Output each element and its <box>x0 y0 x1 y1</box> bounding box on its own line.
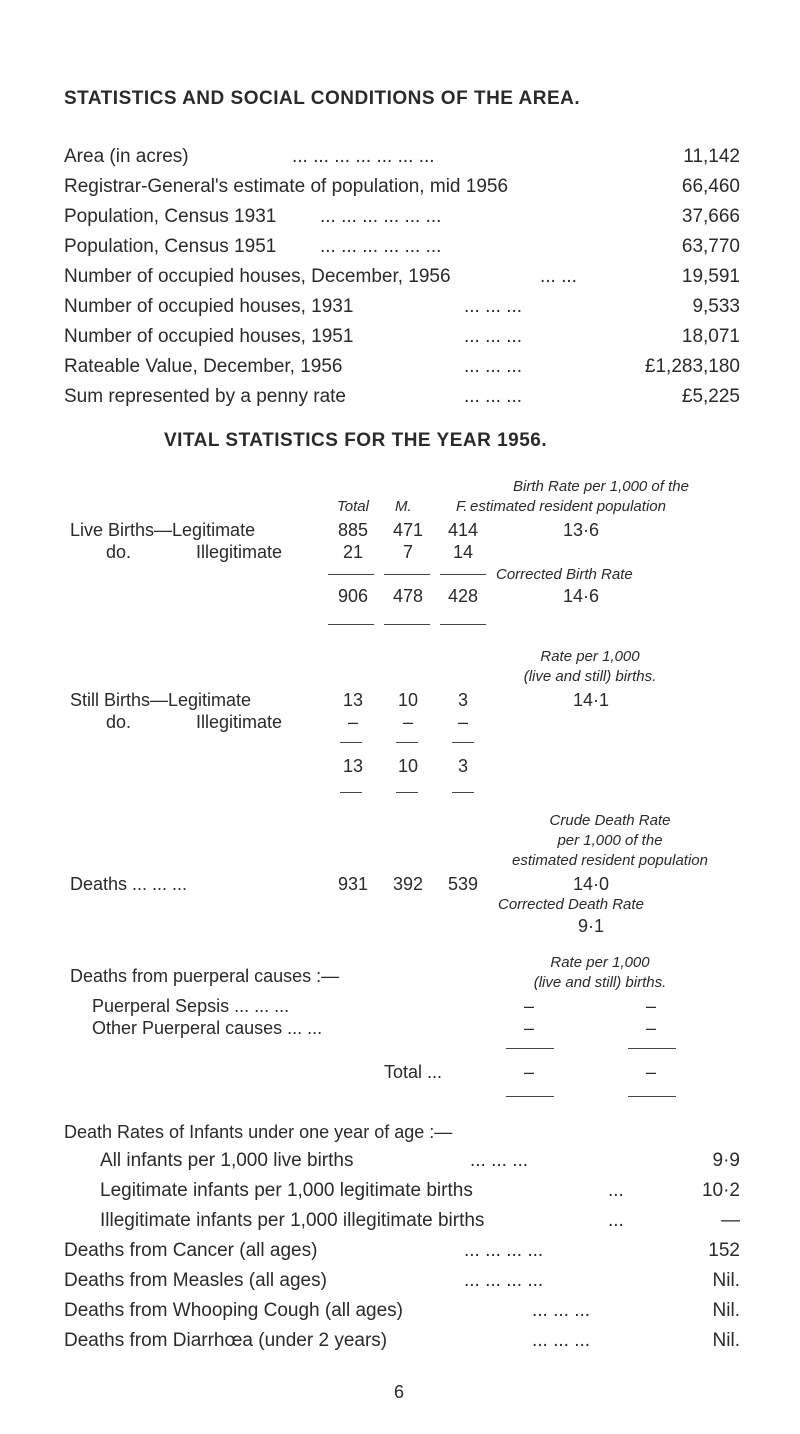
cell-total: 906 <box>337 586 369 606</box>
stat-value: 18,071 <box>681 326 740 347</box>
cell-total: 885 <box>337 520 369 540</box>
birth-rate-header-2: estimated resident population <box>470 498 666 515</box>
death-rate-header: Crude Death Rate <box>549 812 671 829</box>
col-header-total: Total <box>337 498 369 515</box>
stat-value: 9,533 <box>692 296 740 317</box>
rule <box>452 792 474 793</box>
cell-f: 3 <box>457 756 468 776</box>
col-header-m: M. <box>395 498 412 515</box>
infant-label: Illegitimate infants per 1,000 illegitimate births <box>100 1210 485 1231</box>
leader-dots: ... ... ... ... ... ... ... <box>292 146 435 167</box>
stat-row <box>64 326 740 350</box>
stat-label: Area (in acres) <box>64 146 189 167</box>
leader-dots: ... ... ... ... ... ... <box>320 236 442 257</box>
leader-dots: ... <box>608 1180 624 1201</box>
leader-dots: ... ... ... <box>470 1150 529 1171</box>
stat-label: Number of occupied houses, 1931 <box>64 296 354 317</box>
stat-value: 66,460 <box>681 176 740 197</box>
rule <box>452 742 474 743</box>
leader-dots: ... ... ... <box>464 326 523 347</box>
other-death-row <box>64 1240 740 1264</box>
stat-value: 63,770 <box>681 236 740 257</box>
rule <box>396 792 418 793</box>
other-death-label: Deaths from Whooping Cough (all ages) <box>64 1300 404 1321</box>
leader-dots: ... ... ... ... ... ... <box>320 206 442 227</box>
leader-dots: ... ... <box>540 266 577 287</box>
stat-label: Sum represented by a penny rate <box>64 386 347 407</box>
page-title: STATISTICS AND SOCIAL CONDITIONS OF THE AREA. <box>64 88 581 109</box>
infant-row <box>100 1150 740 1174</box>
stat-row <box>64 236 740 260</box>
rule <box>506 1096 554 1097</box>
other-death-value: Nil. <box>712 1270 740 1291</box>
infant-value: 9·9 <box>712 1150 740 1171</box>
puerperal-rate: – <box>645 996 656 1016</box>
rule <box>440 624 486 625</box>
cell-f: – <box>457 712 468 732</box>
cell-m: 471 <box>392 520 424 540</box>
cell-m: 478 <box>392 586 424 606</box>
do-label: do. <box>106 542 132 562</box>
rule <box>328 624 374 625</box>
leader-dots: ... ... ... <box>532 1300 591 1321</box>
deaths-label: Deaths ... ... ... <box>70 874 188 894</box>
rule <box>384 624 430 625</box>
crude-death-rate-value: 14·0 <box>572 874 610 894</box>
other-death-label: Deaths from Diarrhœa (under 2 years) <box>64 1330 388 1351</box>
stat-row <box>64 266 740 290</box>
infant-label: Legitimate infants per 1,000 legitimate births <box>100 1180 473 1201</box>
cell-total: 13 <box>342 756 364 776</box>
rule <box>440 574 486 575</box>
puerperal-total-label: Total ... <box>384 1062 443 1082</box>
illegit-label: Illegitimate <box>196 542 283 562</box>
puerperal-deaths: – <box>523 1018 534 1038</box>
stat-value: £1,283,180 <box>644 356 740 377</box>
other-death-value: 152 <box>708 1240 740 1261</box>
other-death-label: Deaths from Measles (all ages) <box>64 1270 327 1291</box>
stat-value: 37,666 <box>681 206 740 227</box>
stat-label: Population, Census 1931 <box>64 206 277 227</box>
other-death-label: Deaths from Cancer (all ages) <box>64 1240 318 1261</box>
puerperal-total-deaths: – <box>523 1062 534 1082</box>
rule <box>396 742 418 743</box>
cell-total: 931 <box>337 874 369 894</box>
cell-f: 428 <box>447 586 479 606</box>
infant-heading: Death Rates of Infants under one year of age :— <box>64 1122 453 1142</box>
do-label: do. <box>106 712 132 732</box>
leader-dots: ... ... ... <box>464 356 523 377</box>
rule <box>506 1048 554 1049</box>
stat-value: 11,142 <box>683 146 740 167</box>
rule <box>340 742 362 743</box>
puerperal-rate-header-2: (live and still) births. <box>533 974 667 991</box>
stat-label: Population, Census 1951 <box>64 236 277 257</box>
still-rate-value: 14·1 <box>572 690 610 710</box>
puerperal-rate-header: Rate per 1,000 <box>550 954 650 971</box>
still-rate-header: Rate per 1,000 <box>540 648 640 665</box>
cell-m: 7 <box>402 542 413 562</box>
still-rate-header-2: (live and still) births. <box>523 668 657 685</box>
corrected-birth-rate-value: 14·6 <box>562 586 600 606</box>
death-rate-header-2: per 1,000 of the <box>557 832 663 849</box>
puerperal-deaths: – <box>523 996 534 1016</box>
cell-f: 539 <box>447 874 479 894</box>
other-death-value: Nil. <box>712 1330 740 1351</box>
infant-row <box>100 1180 740 1204</box>
death-rate-header-3: estimated resident population <box>512 852 708 869</box>
leader-dots: ... ... ... <box>464 296 523 317</box>
other-death-row <box>64 1270 740 1294</box>
illegit-label: Illegitimate <box>196 712 283 732</box>
infant-value: — <box>721 1210 740 1231</box>
rule <box>340 792 362 793</box>
stat-label: Number of occupied houses, 1951 <box>64 326 354 347</box>
other-death-row <box>64 1300 740 1324</box>
cell-f: 3 <box>457 690 468 710</box>
puerperal-total-rate: – <box>645 1062 656 1082</box>
leader-dots: ... ... ... ... <box>464 1240 544 1261</box>
puerperal-rate: – <box>645 1018 656 1038</box>
stat-label: Rateable Value, December, 1956 <box>64 356 343 377</box>
stat-label: Registrar-General's estimate of population, mid 1956 <box>64 176 509 197</box>
corrected-birth-rate-label: Corrected Birth Rate <box>496 566 633 583</box>
cell-total: 21 <box>342 542 364 562</box>
corrected-death-rate-value: 9·1 <box>577 916 604 936</box>
cell-m: 10 <box>397 756 419 776</box>
stat-row <box>64 146 740 170</box>
stat-row <box>64 176 740 200</box>
birth-rate-header: Birth Rate per 1,000 of the <box>513 478 689 495</box>
rule <box>328 574 374 575</box>
stat-row <box>64 296 740 320</box>
stat-value: 19,591 <box>681 266 740 287</box>
cell-m: 10 <box>397 690 419 710</box>
still-births-legit-label: Still Births—Legitimate <box>70 690 252 710</box>
live-births-legit-label: Live Births—Legitimate <box>70 520 256 540</box>
infant-label: All infants per 1,000 live births <box>100 1150 354 1171</box>
leader-dots: ... <box>608 1210 624 1231</box>
stat-label: Number of occupied houses, December, 1956 <box>64 266 451 287</box>
cell-f: 414 <box>447 520 479 540</box>
other-death-row <box>64 1330 740 1354</box>
cell-m: – <box>402 712 413 732</box>
col-header-f: F. <box>456 498 468 515</box>
leader-dots: ... ... ... <box>464 386 523 407</box>
leader-dots: ... ... ... <box>532 1330 591 1351</box>
stat-row <box>64 386 740 410</box>
stat-value: £5,225 <box>681 386 740 407</box>
page-number: 6 <box>394 1382 405 1402</box>
leader-dots: ... ... ... ... <box>464 1270 544 1291</box>
corrected-death-rate-label: Corrected Death Rate <box>498 896 644 913</box>
birth-rate-value: 13·6 <box>562 520 600 540</box>
rule <box>628 1096 676 1097</box>
cell-m: 392 <box>392 874 424 894</box>
puerperal-row-label: Other Puerperal causes ... ... <box>92 1018 323 1038</box>
puerperal-heading: Deaths from puerperal causes :— <box>70 966 340 986</box>
stat-row <box>64 206 740 230</box>
stat-row <box>64 356 740 380</box>
section-title: VITAL STATISTICS FOR THE YEAR 1956. <box>164 430 548 451</box>
rule <box>628 1048 676 1049</box>
rule <box>384 574 430 575</box>
infant-value: 10·2 <box>701 1180 740 1201</box>
cell-total: – <box>347 712 358 732</box>
other-death-value: Nil. <box>712 1300 740 1321</box>
cell-f: 14 <box>452 542 474 562</box>
cell-total: 13 <box>342 690 364 710</box>
infant-row <box>100 1210 740 1234</box>
puerperal-row-label: Puerperal Sepsis ... ... ... <box>92 996 290 1016</box>
